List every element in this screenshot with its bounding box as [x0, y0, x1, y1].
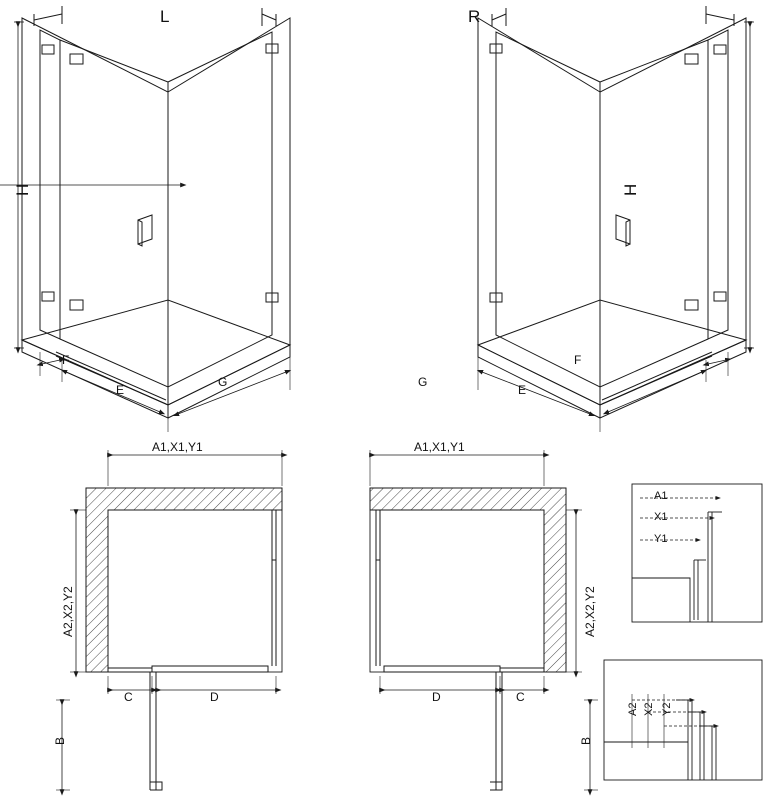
dimension-a1x1y1-left: A1,X1,Y1: [152, 440, 203, 454]
detail-view-bottom: [604, 660, 762, 780]
detail-label-a2: A2: [627, 702, 639, 716]
plan-view-right: [370, 450, 598, 790]
perspective-view-right: [478, 6, 754, 432]
dimension-h-right: H: [621, 183, 640, 196]
dimension-d-right: D: [432, 690, 441, 704]
dimension-b-left: B: [53, 736, 67, 745]
detail-label-x1: X1: [654, 511, 668, 523]
dimension-c-left: C: [124, 690, 133, 704]
detail-label-a1: A1: [654, 490, 668, 502]
detail-view-top: [632, 484, 762, 622]
detail-label-y2: Y2: [661, 702, 673, 716]
dimension-g-left: G: [218, 375, 228, 389]
dimension-c-right: C: [516, 690, 525, 704]
dimension-d-left: D: [210, 690, 219, 704]
dimension-a2x2y2-left: A2,X2,Y2: [61, 586, 75, 637]
dimension-f-left: F: [62, 353, 70, 367]
dimension-e-right: E: [518, 383, 527, 397]
label-variant-right: R: [468, 7, 481, 26]
dimension-a1x1y1-right: A1,X1,Y1: [414, 440, 465, 454]
plan-view-left: [53, 450, 282, 790]
dimension-h-left: H: [13, 183, 32, 196]
dimension-f-right: F: [574, 353, 582, 367]
dimension-a2x2y2-right: A2,X2,Y2: [583, 586, 597, 637]
label-variant-left: L: [160, 7, 170, 26]
detail-label-x2: X2: [643, 702, 655, 716]
dimension-b-right: B: [579, 736, 593, 745]
perspective-view-left: [0, 6, 290, 432]
dimension-g-right: G: [418, 375, 428, 389]
dimension-e-left: E: [116, 383, 125, 397]
detail-label-y1: Y1: [654, 533, 668, 545]
